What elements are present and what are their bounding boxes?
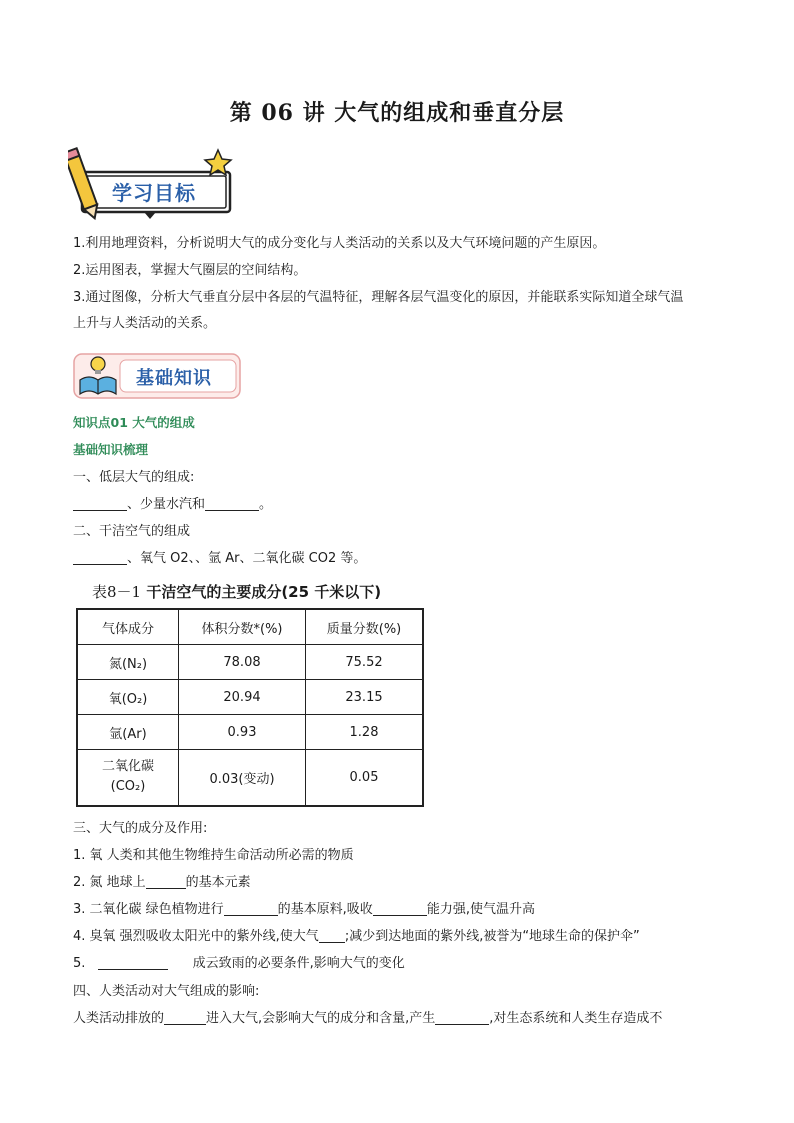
page-title: 第 06 讲 大气的组成和垂直分层 (229, 100, 565, 126)
table-header: 质量分数(%) (306, 609, 424, 645)
table-row (77, 680, 423, 715)
basic-knowledge-label: 基础知识 (136, 368, 212, 389)
section-3-item-2: 2. 氮 地球上 的基本元素 (73, 875, 251, 890)
section-3-item-1: 1. 氧 人类和其他生物维持生命活动所必需的物质 (73, 848, 354, 863)
objective-2: 2.运用图表，掌握大气圈层的空间结构。 (73, 263, 307, 278)
table-header: 体积分数*(%) (179, 609, 306, 645)
table-cell: 氮(N₂) (77, 645, 179, 680)
table-row (77, 750, 423, 806)
blank[interactable] (146, 874, 186, 889)
table-cell: 0.03(变动) (179, 750, 306, 806)
blank[interactable] (205, 496, 259, 511)
blank[interactable] (319, 928, 345, 943)
table-row (77, 645, 423, 680)
table-cell: 1.28 (306, 715, 424, 750)
table-header: 气体成分 (77, 609, 179, 645)
blank[interactable] (164, 1010, 206, 1025)
basic-knowledge-badge (72, 350, 244, 402)
table-cell: 0.93 (179, 715, 306, 750)
section-3-heading: 三、大气的成分及作用: (73, 821, 208, 836)
section-4-heading: 四、人类活动对大气组成的影响: (73, 984, 260, 999)
dry-air-composition-table (76, 608, 424, 807)
knowledge-point-title: 知识点01 大气的组成 (73, 415, 195, 430)
blank[interactable] (435, 1010, 489, 1025)
section-2-fill: 、氧气 O2、、氩 Ar、二氧化碳 CO2 等。 (73, 550, 366, 568)
table-header-row (77, 609, 423, 645)
section-2-heading: 二、干洁空气的组成 (73, 524, 191, 539)
objective-3: 3.通过图像，分析大气垂直分层中各层的气温特征，理解各层气温变化的原因，并能联系实际知道全球气温 (73, 290, 684, 305)
blank[interactable] (73, 550, 127, 565)
table-cell: 0.05 (306, 750, 424, 806)
table-cell: 二氧化碳 (CO₂) (77, 750, 179, 806)
blank[interactable] (73, 496, 127, 511)
section-3-item-3: 3. 二氧化碳 绿色植物进行 的基本原料,吸收 能力强,使气温升高 (73, 902, 535, 917)
blank[interactable] (373, 901, 427, 916)
table-cell: 23.15 (306, 680, 424, 715)
table-cell: 20.94 (179, 680, 306, 715)
learning-goals-label: 学习目标 (112, 181, 196, 205)
section-3-item-4: 4. 臭氧 强烈吸收太阳光中的紫外线,使大气 ;减少到达地面的紫外线,被誉为“地球生命的保护伞” (73, 929, 640, 944)
section-1-fill: 、少量水汽和 。 (73, 496, 272, 514)
table-row (77, 715, 423, 750)
section-3-item-5: 5. 成云致雨的必要条件,影响大气的变化 (73, 956, 405, 971)
objective-3-cont: 上升与人类活动的关系。 (73, 316, 217, 331)
table-cell: 75.52 (306, 645, 424, 680)
section-1-heading: 一、低层大气的组成: (73, 470, 195, 485)
objective-1: 1.利用地理资料，分析说明大气的成分变化与人类活动的关系以及大气环境问题的产生原因。 (73, 236, 606, 251)
knowledge-subtitle: 基础知识梳理 (73, 442, 149, 457)
table-cell: 78.08 (179, 645, 306, 680)
table-caption: 表8－1 干洁空气的主要成分(25 千米以下) (92, 583, 382, 601)
learning-goals-badge (68, 146, 238, 222)
blank[interactable] (224, 901, 278, 916)
table-cell: 氩(Ar) (77, 715, 179, 750)
blank[interactable] (98, 955, 168, 970)
table-cell: 氧(O₂) (77, 680, 179, 715)
section-4-text: 人类活动排放的 进入大气,会影响大气的成分和含量,产生 ,对生态系统和人类生存造成不 (73, 1011, 663, 1026)
